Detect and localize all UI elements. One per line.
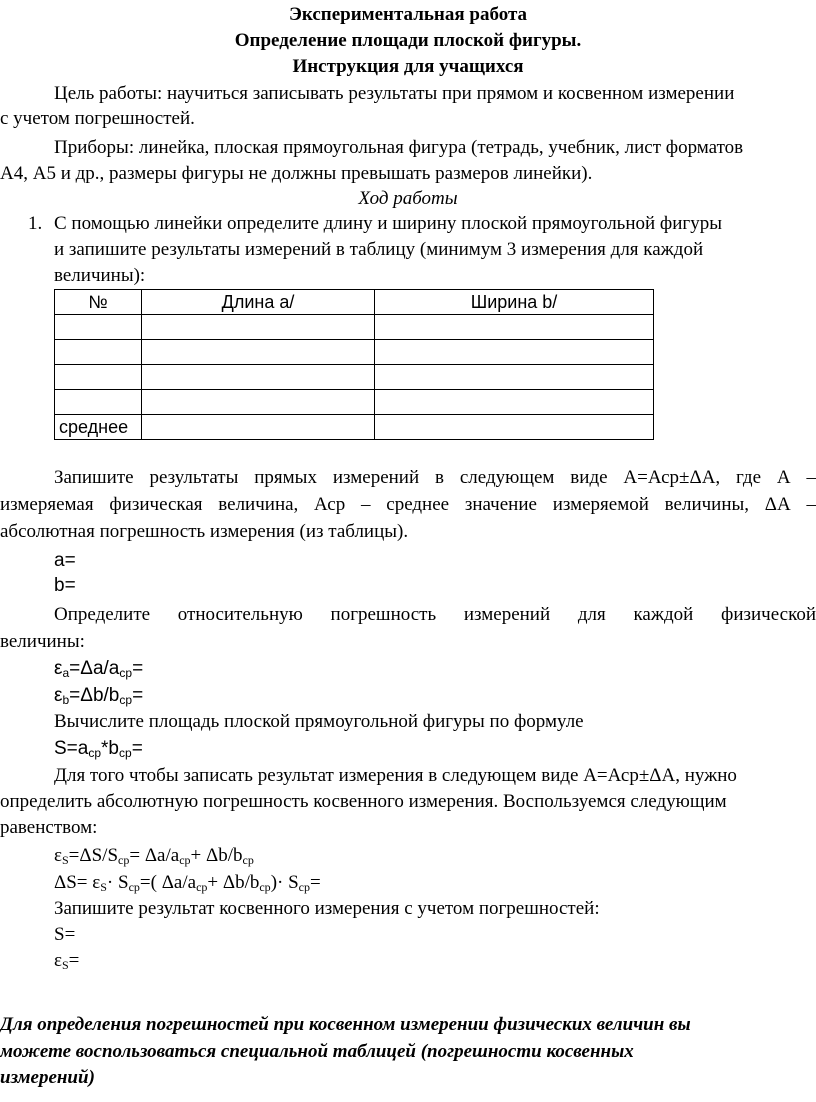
table-row	[55, 340, 654, 365]
record-line-2: измеряемая физическая величина, Аср – среднее значение измеряемой величины, ΔА –	[0, 494, 816, 515]
note-line-2: можете воспользоваться специальной таблицей (погрешности косвенных	[0, 1041, 634, 1062]
record-line-1: Запишите результаты прямых измерений в следующем виде А=Аср±ΔА, где А –	[54, 467, 816, 488]
relative-line-2: величины:	[0, 631, 85, 652]
note-line-1: Для определения погрешностей при косвенном измерении физических величин вы	[0, 1014, 691, 1035]
table-footer-label: среднее	[55, 415, 142, 440]
step-number: 1.	[28, 213, 43, 234]
table-cell[interactable]	[142, 390, 375, 415]
relative-line-1: Определите относительную погрешность измерений для каждой физической	[54, 604, 816, 625]
step1-line-3: величины):	[54, 265, 146, 286]
compute-area-text: Вычислите площадь плоской прямоугольной фигуры по формуле	[54, 711, 584, 732]
b-equals: b=	[54, 575, 76, 596]
title-experimental-work: Экспериментальная работа	[288, 4, 528, 25]
s-equals: S=	[54, 924, 76, 945]
table-cell[interactable]	[375, 340, 654, 365]
table-cell[interactable]	[142, 415, 375, 440]
table-cell[interactable]	[375, 390, 654, 415]
table-cell[interactable]	[375, 415, 654, 440]
measurement-table	[54, 289, 654, 440]
table-row	[55, 365, 654, 390]
step1-line-2: и запишите результаты измерений в таблицу (минимум 3 измерения для каждой	[54, 239, 704, 260]
table-row	[55, 390, 654, 415]
a-equals: a=	[54, 550, 76, 571]
table-cell[interactable]	[375, 315, 654, 340]
devices-line-2: А4, А5 и др., размеры фигуры не должны превышать размеров линейки).	[0, 163, 593, 184]
formula-area: $S=a_{ср}*b_{ср}=$	[54, 738, 143, 760]
record-line-3: абсолютная погрешность измерения (из таблицы).	[0, 521, 409, 542]
table-cell[interactable]	[55, 390, 142, 415]
formula-delta-s: $\Delta S= \varepsilon_S\cdot S_{ср}=$( $\Delta a/a_{ср}+ \Delta b/b_{ср})\cdot S_{ср}=$	[54, 872, 321, 894]
record-indirect-text: Запишите результат косвенного измерения с учетом погрешностей:	[54, 898, 600, 919]
formula-eps-s: $\varepsilon_S=\Delta S/S_{ср}= \Delta a/a_{ср}+ \Delta b/b_{ср}$	[54, 845, 254, 867]
section-title: Ход работы	[358, 188, 458, 209]
table-cell[interactable]	[142, 365, 375, 390]
table-cell[interactable]	[55, 340, 142, 365]
goal-line-2: с учетом погрешностей.	[0, 108, 195, 129]
table-cell[interactable]	[55, 365, 142, 390]
table-cell[interactable]	[142, 315, 375, 340]
table-header-width: Ширина b/	[375, 290, 654, 315]
table-footer-row	[55, 415, 654, 440]
table-row	[55, 315, 654, 340]
formula-eps-s-final: $\varepsilon_S=$	[54, 950, 80, 972]
table-cell[interactable]	[142, 340, 375, 365]
goal-line-1: Цель работы: научиться записывать результаты при прямом и косвенном измерении	[54, 83, 735, 104]
title-instruction: Инструкция для учащихся	[292, 56, 524, 77]
formula-eps-a: $\varepsilon_a=\Delta a/a_{ср}=$	[54, 658, 144, 680]
table-header-number: №	[55, 290, 142, 315]
note-line-3: измерений)	[0, 1067, 95, 1088]
table-cell[interactable]	[375, 365, 654, 390]
indirect-line-1: Для того чтобы записать результат измерения в следующем виде А=Аср±ΔА, нужно	[54, 765, 737, 786]
step1-line-1: С помощью линейки определите длину и ширину плоской прямоугольной фигуры	[54, 213, 722, 234]
devices-line-1: Приборы: линейка, плоская прямоугольная фигура (тетрадь, учебник, лист форматов	[54, 137, 744, 158]
indirect-line-2: определить абсолютную погрешность косвенного измерения. Воспользуемся следующим	[0, 791, 727, 812]
table-header-row	[55, 290, 654, 315]
indirect-line-3: равенством:	[0, 817, 98, 838]
table-header-length: Длина a/	[142, 290, 375, 315]
table-cell[interactable]	[55, 315, 142, 340]
title-topic: Определение площади плоской фигуры.	[234, 30, 582, 51]
formula-eps-b: $\varepsilon_b=\Delta b/b_{ср}=$	[54, 685, 144, 707]
